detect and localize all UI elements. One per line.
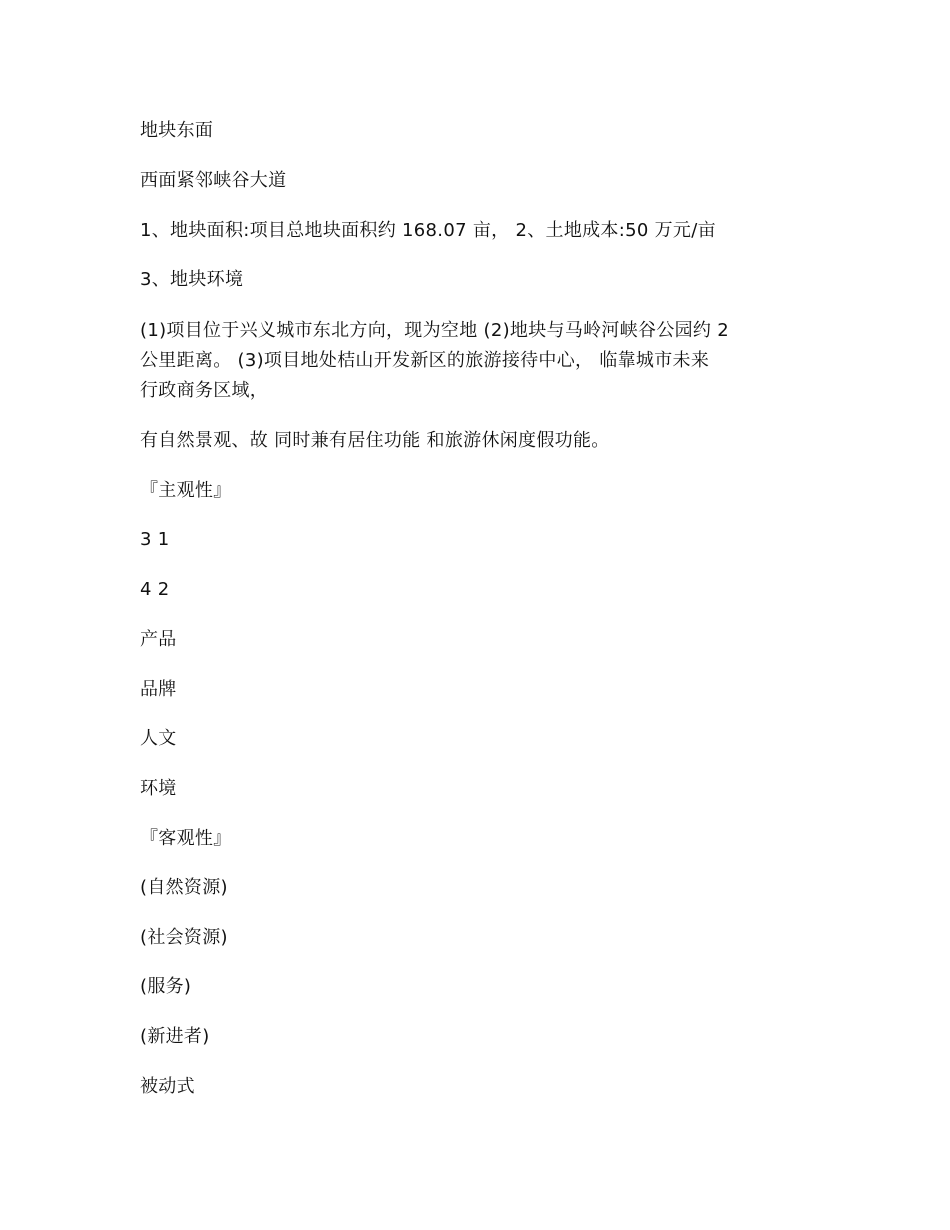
text-line: 3 1 (140, 529, 170, 550)
text-line: 地块东面 (140, 120, 214, 141)
text-line: 人文 (140, 728, 177, 749)
text-paragraph (140, 316, 820, 406)
section-heading: 『客观性』 (140, 828, 232, 849)
text-line: 被动式 (140, 1076, 195, 1097)
paragraph-line: 行政商务区域， (140, 380, 269, 401)
text-line: 1、地块面积:项目总地块面积约 168.07 亩， 2、土地成本:50 万元/亩 (140, 220, 716, 241)
text-line: (新进者) (140, 1026, 210, 1047)
text-line: (服务) (140, 976, 192, 997)
text-line: 有自然景观、故 同时兼有居住功能 和旅游休闲度假功能。 (140, 430, 610, 451)
text-line: 环境 (140, 778, 177, 799)
text-line: (社会资源) (140, 927, 228, 948)
section-heading: 『主观性』 (140, 480, 232, 501)
paragraph-line: (1)项目位于兴义城市东北方向，现为空地 (2)地块与马岭河峡谷公园约 2 (140, 320, 729, 341)
text-line: 产品 (140, 629, 177, 650)
text-line: (自然资源) (140, 877, 228, 898)
text-line: 3、地块环境 (140, 269, 244, 290)
text-line: 4 2 (140, 579, 170, 600)
text-line: 西面紧邻峡谷大道 (140, 170, 287, 191)
text-line: 品牌 (140, 679, 177, 700)
paragraph-line: 公里距离。 (3)项目地处桔山开发新区的旅游接待中心， 临靠城市未来 (140, 350, 710, 371)
